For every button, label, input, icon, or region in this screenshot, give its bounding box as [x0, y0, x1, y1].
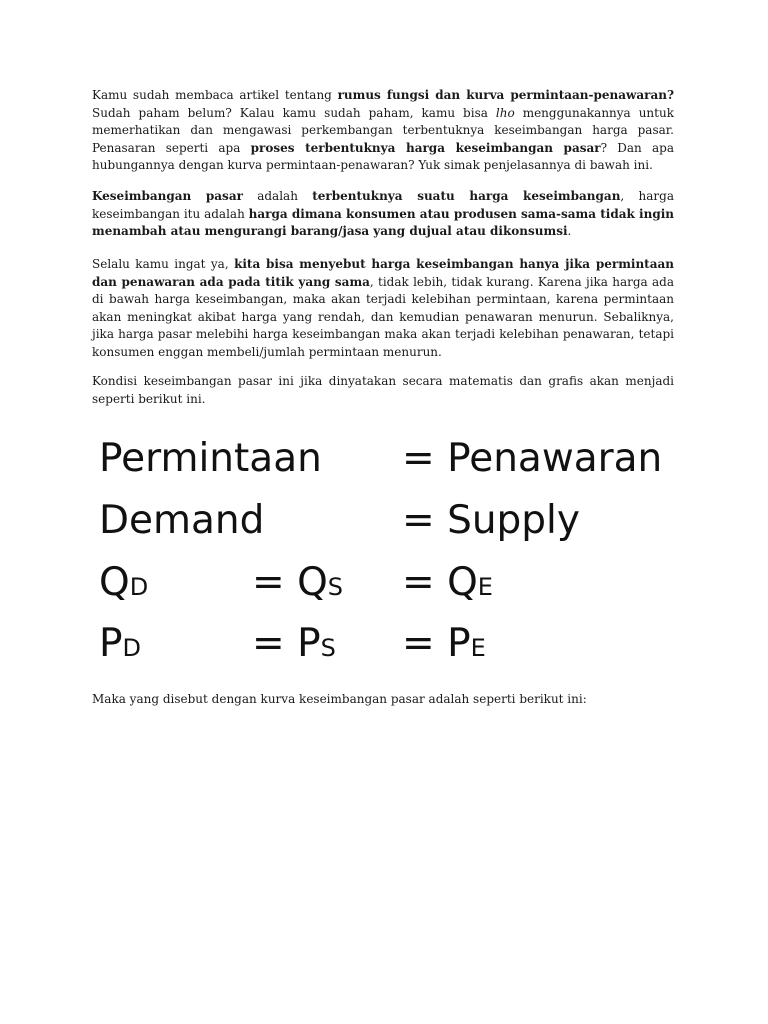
text-run: menggunakannya untuk: [514, 105, 674, 120]
text-line: seperti berikut ini.: [92, 391, 206, 406]
bold-text: rumus fungsi dan kurva permintaan-penawaran?: [337, 88, 674, 102]
bold-text: terbentuknya suatu harga keseimbangan: [312, 189, 621, 203]
bold-text: kita bisa menyebut harga keseimbangan hanya jika permintaan: [234, 257, 674, 271]
text-line: [92, 256, 674, 274]
equation-qs: [252, 560, 344, 605]
subscript: D: [122, 634, 142, 662]
symbol: = P: [402, 621, 471, 666]
text-line: Maka yang disebut dengan kurva keseimbangan pasar adalah seperti berikut ini:: [92, 692, 587, 706]
text-line: [92, 223, 674, 241]
bold-text: proses terbentuknya harga keseimbangan pasar: [250, 140, 601, 155]
equation-demand: Demand: [99, 498, 265, 543]
symbol: = Q: [402, 560, 478, 605]
text-run: Selalu kamu ingat ya,: [92, 257, 235, 271]
text-line: Kondisi keseimbangan pasar ini jika dinyatakan secara matematis dan grafis akan menjadi: [92, 374, 674, 388]
text-run: Penasaran seperti apa: [92, 140, 251, 155]
text-line: memerhatikan dan mengawasi perkembangan terbentuknya keseimbangan harga pasar.: [92, 123, 674, 137]
subscript: E: [477, 573, 493, 601]
text-run: ? Dan apa: [600, 140, 675, 155]
text-run: , tidak lebih, tidak kurang. Karena jika harga ada: [369, 274, 674, 289]
equation-pe: [402, 621, 486, 666]
text-line: [92, 188, 674, 206]
symbol: P: [99, 621, 123, 666]
subscript: S: [320, 634, 336, 662]
closing-paragraph: [92, 691, 674, 709]
definition-paragraph: [92, 188, 674, 241]
text-run: keseimbangan itu adalah: [92, 206, 249, 221]
bold-text: harga dimana konsumen atau produsen sama-sama tidak ingin: [248, 206, 674, 221]
text-line: akan meningkat akibat harga yang rendah, dan kemudian penawaran menurun. Sebaliknya,: [92, 309, 674, 324]
text-line: [92, 274, 674, 292]
bold-text: menambah atau mengurangi barang/jasa yang dujual atau dikonsumsi: [92, 224, 568, 238]
text-line: [92, 140, 674, 158]
intro-paragraph: [92, 87, 674, 175]
symbol: = P: [252, 621, 321, 666]
italic-text: lho: [495, 105, 515, 120]
text-run: Kamu sudah membaca artikel tentang: [92, 88, 338, 102]
equation-penawaran: = Penawaran: [402, 436, 663, 481]
text-line: konsumen enggan membeli/jumlah permintaan menurun.: [92, 344, 442, 359]
text-line: [92, 105, 674, 123]
bold-text: Keseimbangan pasar: [92, 189, 243, 203]
equation-qd: [99, 560, 149, 605]
text-line: hubungannya dengan kurva permintaan-penawaran? Yuk simak penjelasannya di bawah ini.: [92, 158, 653, 172]
condition-paragraph: [92, 373, 674, 408]
symbol: = Q: [252, 560, 328, 605]
explanation-paragraph: [92, 256, 674, 361]
text-line: [92, 206, 674, 224]
equation-permintaan: Permintaan: [99, 436, 322, 481]
text-run: Sudah paham belum? Kalau kamu sudah paham, kamu bisa: [92, 105, 496, 120]
bold-text: dan penawaran ada pada titik yang sama: [92, 274, 370, 289]
text-run: , harga: [620, 189, 674, 203]
text-run: adalah: [242, 189, 313, 203]
subscript: S: [327, 573, 344, 601]
text-run: .: [567, 224, 572, 238]
subscript: D: [129, 573, 149, 601]
text-line: jika harga pasar melebihi harga keseimbangan maka akan terjadi kelebihan penawaran, tetapi: [92, 327, 674, 341]
subscript: E: [470, 634, 486, 662]
text-line: di bawah harga keseimbangan, maka akan terjadi kelebihan permintaan, karena permintaan: [92, 292, 674, 306]
symbol: Q: [99, 560, 130, 605]
equation-ps: [252, 621, 336, 666]
equation-pd: [99, 621, 142, 666]
equation-supply: = Supply: [402, 498, 580, 543]
text-line: [92, 87, 674, 105]
equation-qe: [402, 560, 493, 605]
